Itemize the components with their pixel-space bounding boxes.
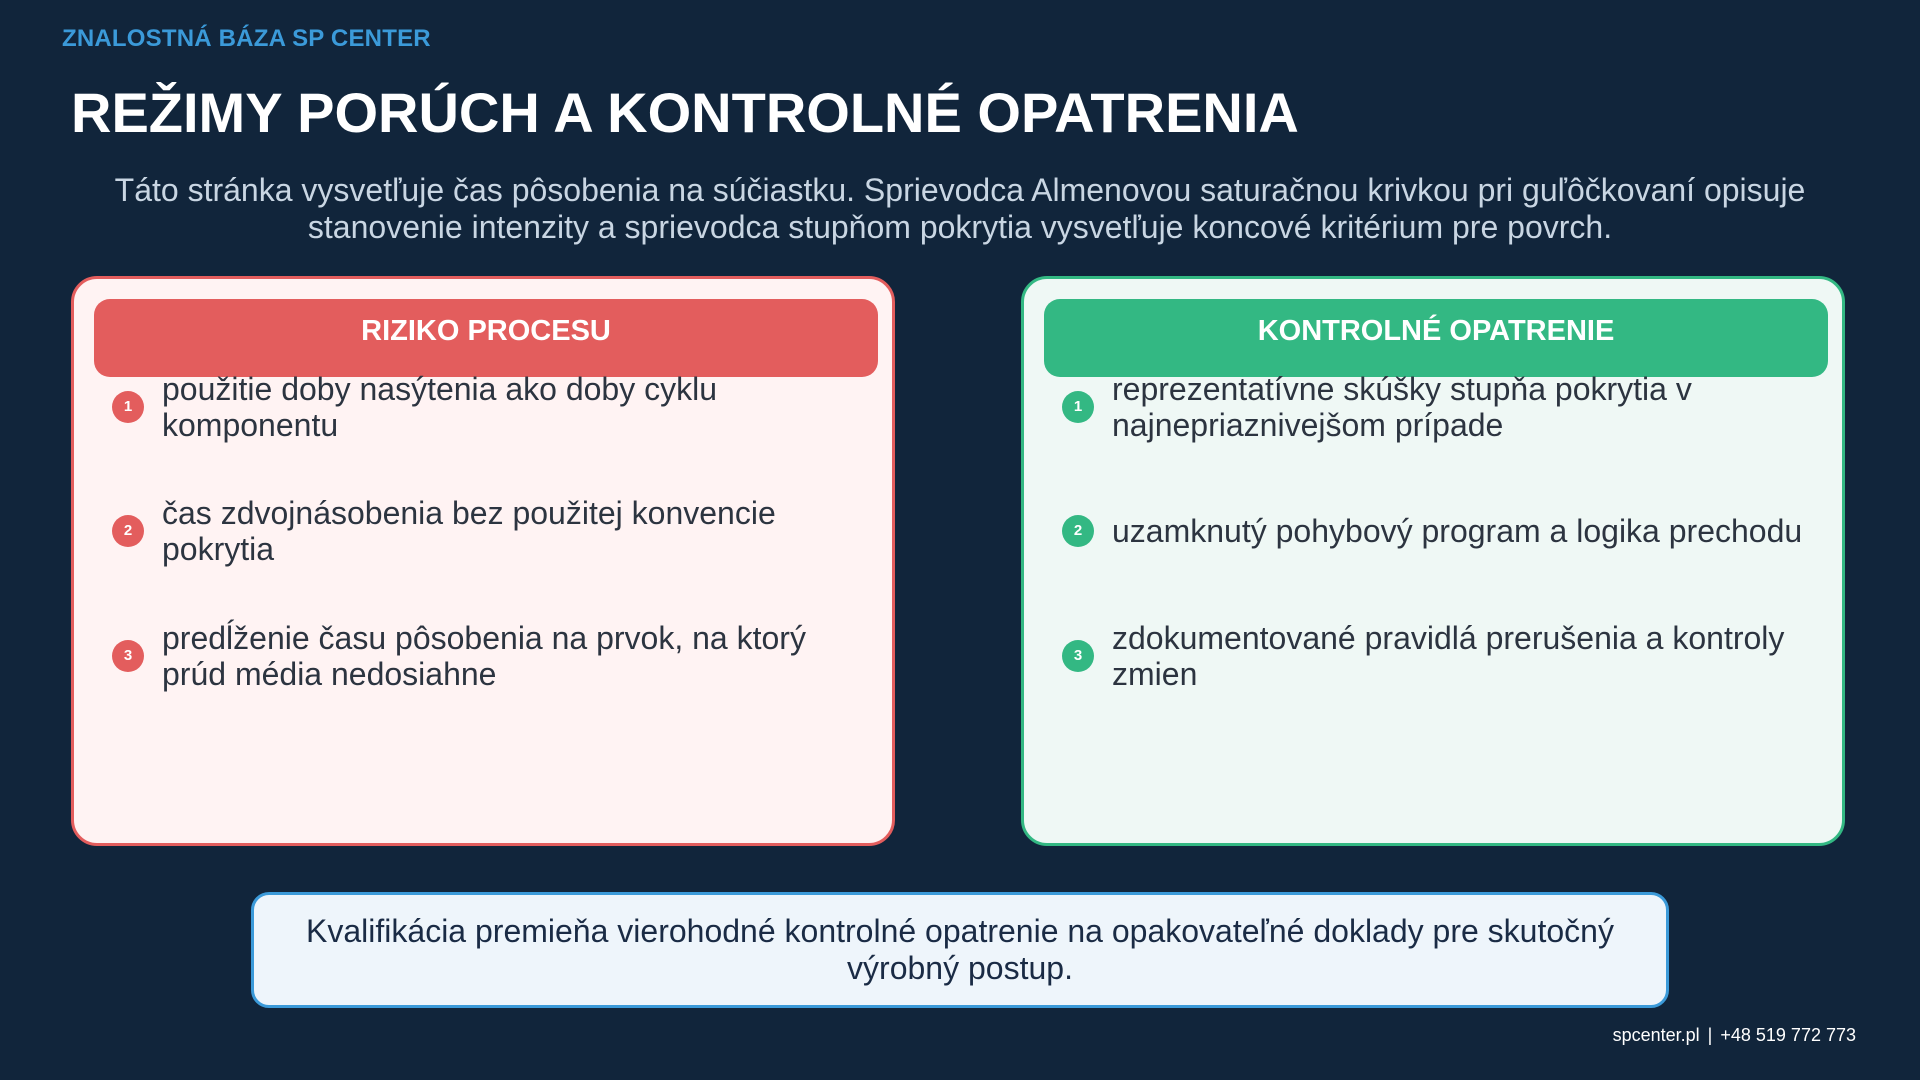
risk-panel-header: RIZIKO PROCESU [94, 299, 878, 377]
control-item-text: zdokumentované pravidlá prerušenia a kontroly zmien [1112, 620, 1785, 692]
control-panel [1021, 276, 1845, 846]
control-item-text: uzamknutý pohybový program a logika prechodu [1112, 513, 1803, 549]
risk-item [74, 367, 892, 447]
number-badge: 3 [1062, 640, 1094, 672]
control-item-text: reprezentatívne skúšky stupňa pokrytia v najnepriaznivejšom prípade [1112, 371, 1692, 443]
number-badge: 1 [112, 391, 144, 423]
control-item [1024, 367, 1842, 447]
footer-website[interactable]: spcenter.pl [1612, 1025, 1700, 1045]
risk-panel [71, 276, 895, 846]
page-subtitle: Táto stránka vysvetľuje čas pôsobenia na súčiastku. Sprievodca Almenovou saturačnou krivkou pri guľôčkovaní opisuje stanovenie intenzity a sprievodca stupňom pokrytia vysvetľuje koncové kritérium pre povrch. [114, 172, 1806, 245]
number-badge: 1 [1062, 391, 1094, 423]
summary-callout [251, 892, 1669, 1008]
control-item [1024, 616, 1842, 696]
page-title: REŽIMY PORÚCH A KONTROLNÉ OPATRENIA [71, 81, 1299, 144]
number-badge: 2 [1062, 515, 1094, 547]
risk-item [74, 491, 892, 571]
risk-item-text: čas zdvojnásobenia bez použitej konvencie pokrytia [162, 495, 776, 567]
control-panel-header: KONTROLNÉ OPATRENIE [1044, 299, 1828, 377]
risk-item [74, 616, 892, 696]
risk-item-text: použitie doby nasýtenia ako doby cyklu komponentu [162, 371, 718, 443]
risk-item-text: predĺženie času pôsobenia na prvok, na ktorý prúd média nedosiahne [162, 620, 806, 692]
footer-separator: | [1707, 1025, 1713, 1045]
number-badge: 3 [112, 640, 144, 672]
footer-phone[interactable]: +48 519 772 773 [1720, 1025, 1856, 1045]
kicker-label: ZNALOSTNÁ BÁZA SP CENTER [62, 25, 431, 52]
footer-contact [1613, 1025, 1856, 1046]
number-badge: 2 [112, 515, 144, 547]
control-item [1024, 491, 1842, 571]
callout-text: Kvalifikácia premieňa vierohodné kontrolné opatrenie na opakovateľné doklady pre skutočný výrobný postup. [306, 913, 1614, 986]
